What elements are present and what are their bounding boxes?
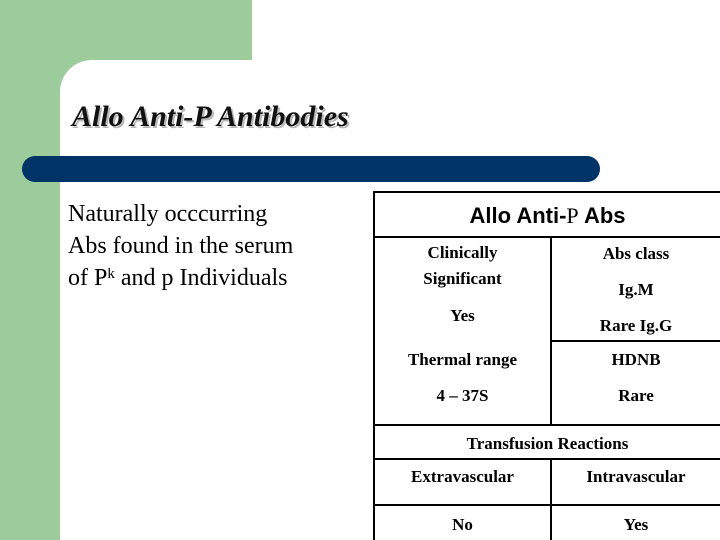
body-line-1: Naturally occcurring [68, 201, 268, 227]
title-underline-bar [22, 156, 600, 182]
extravascular-label: Extravascular [411, 467, 514, 486]
igm-value: Ig.M [618, 280, 654, 299]
intravascular-value: Yes [623, 515, 649, 534]
table-title-part3: Abs [578, 203, 626, 228]
body-line-3-pre: of P [68, 265, 108, 291]
extravascular-value: No [452, 515, 473, 534]
table-title [375, 203, 720, 229]
abs-class-label: Abs class [602, 244, 670, 263]
superscript-k: k [107, 266, 115, 282]
row-divider [373, 458, 720, 460]
body-line-2: Abs found in the serum [68, 233, 294, 259]
thermal-range-value: 4 – 37S [436, 386, 489, 405]
body-line-3-post: and p Individuals [114, 265, 288, 291]
row-divider [373, 424, 720, 426]
row-divider [373, 504, 720, 506]
transfusion-reactions-header: Transfusion Reactions [466, 434, 629, 453]
hdnb-label: HDNB [611, 350, 661, 369]
body-text [68, 198, 358, 294]
intravascular-label: Intravascular [586, 467, 686, 486]
clinically-significant-label-line1: Clinically [427, 243, 498, 262]
clinically-significant-label-line2: Significant [423, 269, 502, 288]
row-divider [550, 340, 720, 342]
row-divider [373, 236, 720, 238]
thermal-range-label: Thermal range [407, 350, 518, 369]
table-title-part1: Allo Anti- [469, 203, 567, 228]
slide-title: Allo Anti-P Antibodies [72, 100, 349, 133]
hdnb-value: Rare [618, 386, 654, 405]
igg-value: Rare Ig.G [599, 316, 673, 335]
table-title-part2: P [566, 203, 579, 228]
clinically-significant-value: Yes [450, 306, 475, 325]
body-line-3 [68, 262, 358, 294]
